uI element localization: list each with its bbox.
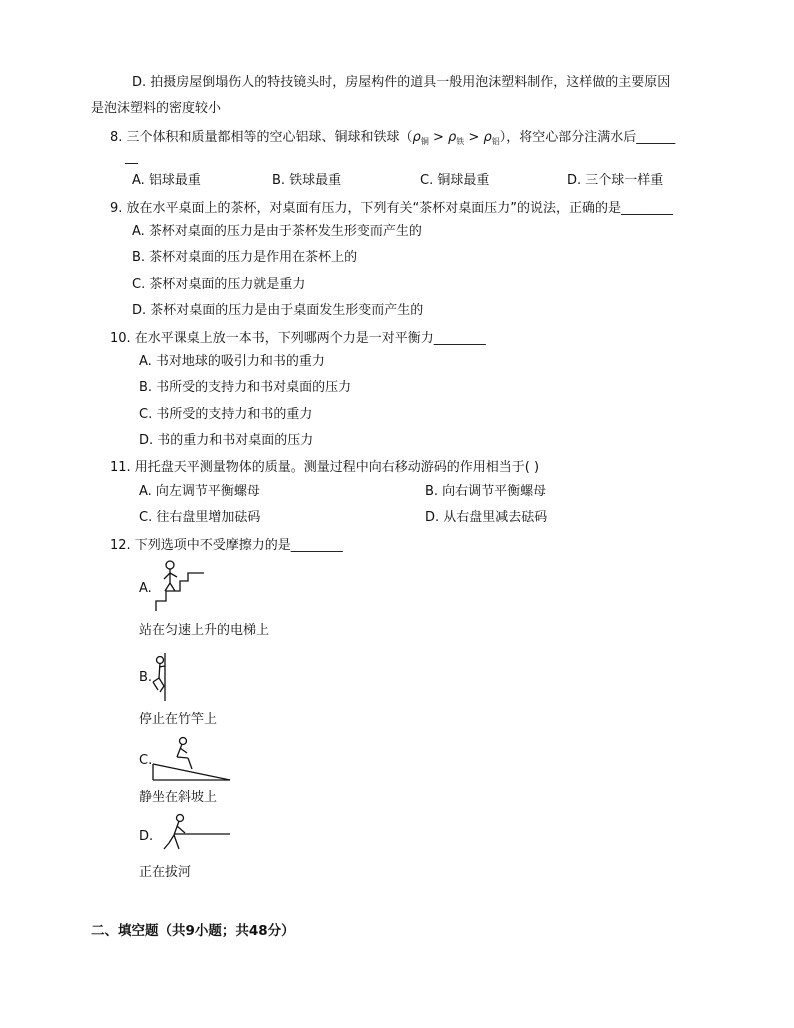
q11-option-b: B. 向右调节平衡螺母	[425, 484, 547, 499]
rho-subscript: 铁	[456, 137, 465, 146]
q10-option-b: B. 书所受的支持力和书对桌面的压力	[139, 380, 352, 395]
q8-option-d: D. 三个球一样重	[567, 173, 664, 188]
q12-option-c-caption: 静坐在斜坡上	[139, 790, 218, 805]
q10-option-a: A. 书对地球的吸引力和书的重力	[139, 354, 325, 369]
q12-option-d-letter: D.	[139, 829, 154, 844]
tug-of-war-figure	[152, 812, 232, 852]
rho-subscript: 铝	[491, 137, 500, 146]
q10-option-d: D. 书的重力和书对桌面的压力	[139, 433, 314, 448]
q9-option-d: D. 茶杯对桌面的压力是由于桌面发生形变而产生的	[132, 303, 424, 318]
q7-option-d-line2: 是泡沫塑料的密度较小	[91, 101, 222, 116]
q11-option-c: C. 往右盘里增加砝码	[139, 510, 261, 525]
section-heading: 二、填空题（共9小题；共48分）	[91, 923, 295, 939]
rho-symbol: ρ	[448, 130, 457, 145]
q8-stem-wrap: __	[125, 150, 138, 165]
q8-option-c: C. 铜球最重	[420, 173, 490, 188]
q12-option-d-caption: 正在拔河	[139, 865, 192, 880]
rho-subscript: 铜	[420, 137, 429, 146]
q7-option-d-line1: D. 拍摄房屋倒塌伤人的特技镜头时，房屋构件的道具一般用泡沫塑料制作，这样做的主要原因	[132, 75, 671, 90]
q8-option-b: B. 铁球最重	[272, 173, 342, 188]
rho-symbol: ρ	[483, 130, 492, 145]
q12-option-a-caption: 站在匀速上升的电梯上	[139, 623, 270, 638]
slope-sitter-figure	[150, 736, 232, 782]
escalator-figure	[150, 559, 210, 613]
q8-stem	[110, 129, 675, 148]
q11-option-a: A. 向左调节平衡螺母	[139, 484, 260, 499]
q10-option-c: C. 书所受的支持力和书的重力	[139, 407, 313, 422]
gt-symbol: >	[468, 130, 480, 145]
q12-stem: 12. 下列选项中不受摩擦力的是________	[110, 538, 343, 553]
rho-symbol: ρ	[412, 130, 421, 145]
q12-option-a-letter: A.	[139, 581, 152, 596]
q8-option-a: A. 铝球最重	[132, 173, 201, 188]
gt-symbol: >	[432, 130, 444, 145]
q12-option-b-caption: 停止在竹竿上	[139, 712, 218, 727]
q9-option-b: B. 茶杯对桌面的压力是作用在茶杯上的	[132, 250, 358, 265]
q9-option-c: C. 茶杯对桌面的压力就是重力	[132, 277, 306, 292]
q9-stem: 9. 放在水平桌面上的茶杯，对桌面有压力，下列有关“茶杯对桌面压力”的说法，正确的是________	[110, 201, 674, 216]
q12-option-c-letter: C.	[139, 753, 153, 768]
q11-stem: 11. 用托盘天平测量物体的质量。测量过程中向右移动游码的作用相当于( )	[110, 460, 540, 475]
q10-stem: 10. 在水平课桌上放一本书，下列哪两个力是一对平衡力________	[110, 331, 486, 346]
pole-climber-figure	[148, 652, 172, 702]
q8-stem-after: ），将空心部分注满水后______	[499, 130, 676, 145]
q8-stem-before: 8. 三个体积和质量都相等的空心铝球、铜球和铁球（	[110, 130, 413, 145]
q11-option-d: D. 从右盘里减去砝码	[425, 510, 548, 525]
q9-option-a: A. 茶杯对桌面的压力是由于茶杯发生形变而产生的	[132, 224, 422, 239]
q12-option-b-letter: B.	[139, 670, 153, 685]
